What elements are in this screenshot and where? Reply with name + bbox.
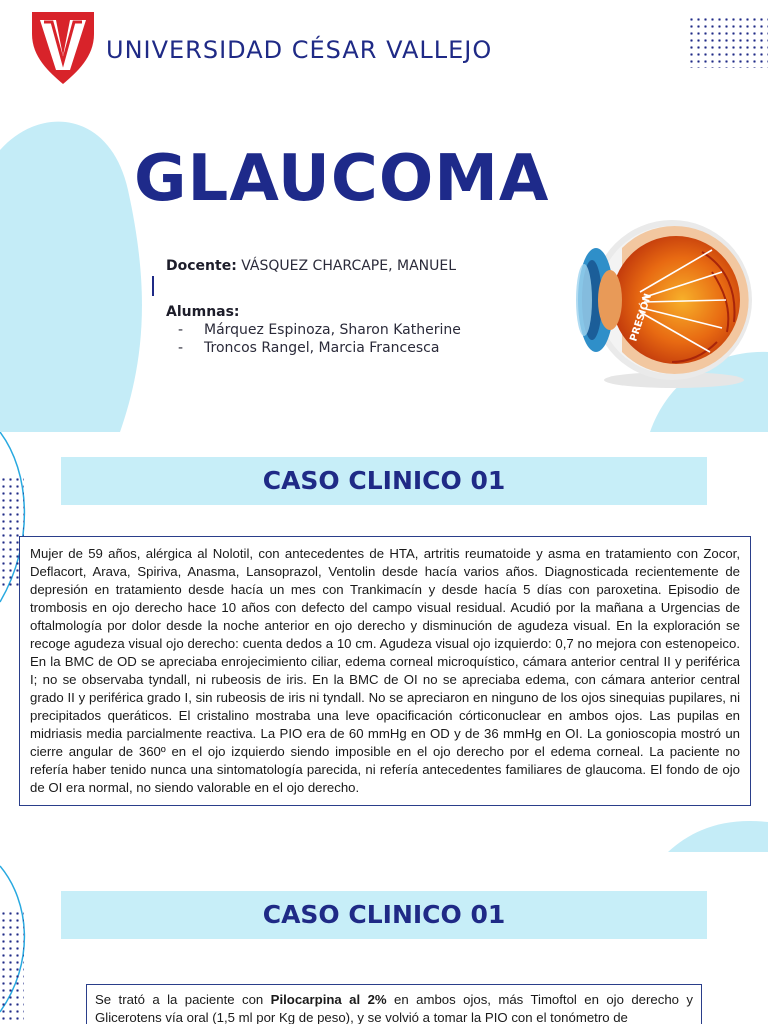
case-slide-2 [0,852,768,1024]
docente-line [166,258,456,274]
case-text-box: Mujer de 59 años, alérgica al Nolotil, con antecedentes de HTA, artritis reumatoide y asma en tratamiento con Zocor, Deflacort, Arava, Spiriva, Anasma, Lansoprazol, Ventolin desde hacía varios años. Diagnosticada recientemente de depresión en tratamiento desde hacía un mes con Trankimacín y desde hacía 5 días con paroxetina. Episodio de trombosis en ojo derecho hace 10 años con defecto del campo visual residual. Acudió por la mañana a Urgencias de oftalmología por dolor desde la noche anterior en ojo derecho y disminución de agudeza visual. En la exploración se recoge agudeza visual ojo derecho: cuenta dedos a 10 cm. Agudeza visual ojo izquierdo: 0,7 no mejora con estenopeico. En la BMC de OD se apreciaba enrojecimiento ciliar, edema corneal microquístico, cámara anterior central II y periférica I; no se observaba tyndall, ni rubeosis de iris. En la BMC de OI no se apreciaba edema, con cámara anterior central grado II y periférica grado I, sin rubeosis de iris ni tyndall. No se apreciaron en ninguno de los ojos sinequias pupilares, ni precipitados queráticos. El cristalino mostraba una leve opacificación córticonuclear en ambos ojos. Las pupilas en midriasis media parcialmente reactiva. La PIO era de 60 mmHg en OD y de 36 mmHg en OI. La gonioscopia mostró un cierre angular de 360º en el ojo izquierdo siendo imposible en el ojo derecho por el edema corneal. La paciente no refería haber tenido nunca una sintomatología parecida, ni refería antecedentes familiares de glaucoma. El fondo de ojo de OI era normal, no siendo valorable en el ojo derecho. [19,536,751,806]
accent-bar [152,276,154,296]
treatment-text-box: Se trató a la paciente con Pilocarpina al 2% en ambos ojos, más Timoftol en ojo derecho y Glicerotens vía oral (1,5 ml por Kg de peso), y se volvió a tomar la PIO con el tonómetro de [86,984,702,1024]
dot-grid-top-right [688,16,768,68]
case-slide-1 [0,432,768,852]
case-heading-banner: CASO CLINICO 01 [61,457,707,505]
cover-slide [0,0,768,432]
left-blob-shape [0,122,142,432]
university-name: UNIVERSIDAD CÉSAR VALLEJO [106,36,493,64]
alumna-item-2: - Troncos Rangel, Marcia Francesca [178,340,440,356]
alumna-item-1: - Márquez Espinoza, Sharon Katherine [178,322,461,338]
treatment-drug: Pilocarpina al 2% [270,992,387,1007]
eye-pressure-label: PRESIÓN [628,292,655,343]
eye-pressure-illustration [562,212,762,392]
docente-label: Docente: [166,258,237,274]
page-title: GLAUCOMA [134,142,550,216]
university-logo-icon [32,12,94,84]
dot-grid-left-2 [0,910,24,1020]
docente-name: VÁSQUEZ CHARCAPE, MANUEL [241,258,457,274]
case-heading-banner-2: CASO CLINICO 01 [61,891,707,939]
alumnas-label: Alumnas: [166,304,240,320]
